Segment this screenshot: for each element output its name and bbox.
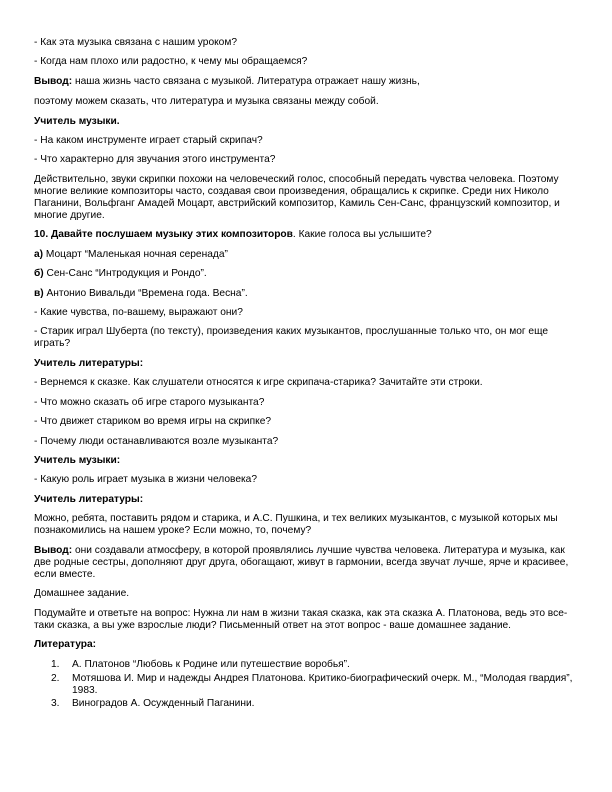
paragraph-line: Паганини, Вольфганг Амадей Моцарт, австрийский композитор, Камиль Сен-Санс, французский композитор, и — [34, 198, 560, 209]
item-marker: в) — [34, 288, 44, 299]
question-line: - Какую роль играет музыка в жизни человека? — [34, 474, 257, 485]
speaker-heading: Учитель музыки. — [34, 116, 120, 127]
question-line: - Когда нам плохо или радостно, к чему мы обращаемся? — [34, 56, 308, 67]
references-heading: Литература: — [34, 639, 97, 650]
item-text: Антонио Вивальди “Времена года. Весна”. — [43, 288, 248, 299]
homework-label: Домашнее задание. — [34, 588, 130, 599]
conclusion-label: Вывод: — [34, 76, 73, 87]
speaker-heading: Учитель литературы: — [34, 494, 144, 505]
reference-text: Мотяшова И. Мир и надежды Андрея Платонова. Критико-биографический очерк. М., “Молодая гвардия”, — [72, 673, 573, 684]
reference-number: 3. — [51, 698, 60, 709]
question-line: - На каком инструменте играет старый скрипач? — [34, 135, 263, 146]
paragraph-line: многие другие. — [34, 210, 105, 221]
paragraph-line: многие великие композиторы часто, создавая свои произведения, обращались к скрипке. Среди них Николо — [34, 186, 549, 197]
conclusion-text: наша жизнь часто связана с музыкой. Литература отражает нашу жизнь, — [72, 76, 420, 87]
paragraph-line: Действительно, звуки скрипки похожи на человеческий голос, способный передать чувства человека. Поэтому — [34, 174, 559, 185]
reference-text: 1983. — [72, 685, 98, 696]
conclusion-line: две родные сестры, дополняют друг друга, обогащают, живут в гармонии, всегда звучат лучше, ярче и красивее, — [34, 557, 569, 568]
reference-number: 2. — [51, 673, 60, 684]
item-marker: а) — [34, 249, 44, 260]
music-item — [34, 267, 207, 280]
paragraph-line: познакомились на нашем уроке? Если можно, то, почему? — [34, 525, 312, 536]
speaker-heading: Учитель литературы: — [34, 358, 144, 369]
conclusion-line — [34, 75, 420, 88]
music-item — [34, 287, 248, 300]
question-line: - Что движет стариком во время игры на скрипке? — [34, 416, 272, 427]
question-line: - Как эта музыка связана с нашим уроком? — [34, 37, 238, 48]
task-heading — [34, 228, 432, 241]
item-text: Моцарт “Маленькая ночная серенада” — [43, 249, 228, 260]
homework-line: Подумайте и ответьте на вопрос: Нужна ли нам в жизни такая сказка, как эта сказка А. Платонова, ведь это все- — [34, 608, 568, 619]
question-line: - Почему люди останавливаются возле музыканта? — [34, 436, 279, 447]
music-item — [34, 248, 228, 261]
task-text: . Какие голоса вы услышите? — [292, 229, 432, 240]
homework-line: таки сказка, а вы уже взрослые люди? Письменный ответ на этот вопрос - ваше домашнее задание. — [34, 620, 512, 631]
paragraph-line: Можно, ребята, поставить рядом и старика, и А.С. Пушкина, и тех великих музыкантов, с музыкой которых мы — [34, 513, 558, 524]
reference-text: А. Платонов “Любовь к Родине или путешествие воробья”. — [72, 659, 350, 670]
conclusion-text: они создавали атмосферу, в которой проявлялись лучшие чувства человека. Литература и музыка, как — [72, 545, 565, 556]
question-line: - Старик играл Шуберта (по тексту), произведения каких музыкантов, прослушанные только что, он мог еще — [34, 326, 549, 337]
question-line: - Какие чувства, по-вашему, выражают они? — [34, 307, 243, 318]
reference-text: Виноградов А. Осужденный Паганини. — [72, 698, 255, 709]
conclusion-label: Вывод: — [34, 545, 73, 556]
paragraph-line: поэтому можем сказать, что литература и музыка связаны между собой. — [34, 96, 379, 107]
item-text: Сен-Санс “Интродукция и Рондо”. — [43, 268, 207, 279]
task-label: 10. Давайте послушаем музыку этих композиторов — [34, 229, 293, 240]
question-line: - Что характерно для звучания этого инструмента? — [34, 154, 276, 165]
reference-number: 1. — [51, 659, 60, 670]
question-line: играть? — [34, 338, 71, 349]
conclusion-line: если вместе. — [34, 569, 96, 580]
speaker-heading: Учитель музыки: — [34, 455, 121, 466]
question-line: - Что можно сказать об игре старого музыканта? — [34, 397, 265, 408]
question-line: - Вернемся к сказке. Как слушатели относятся к игре скрипача-старика? Зачитайте эти строки. — [34, 377, 483, 388]
item-marker: б) — [34, 268, 44, 279]
